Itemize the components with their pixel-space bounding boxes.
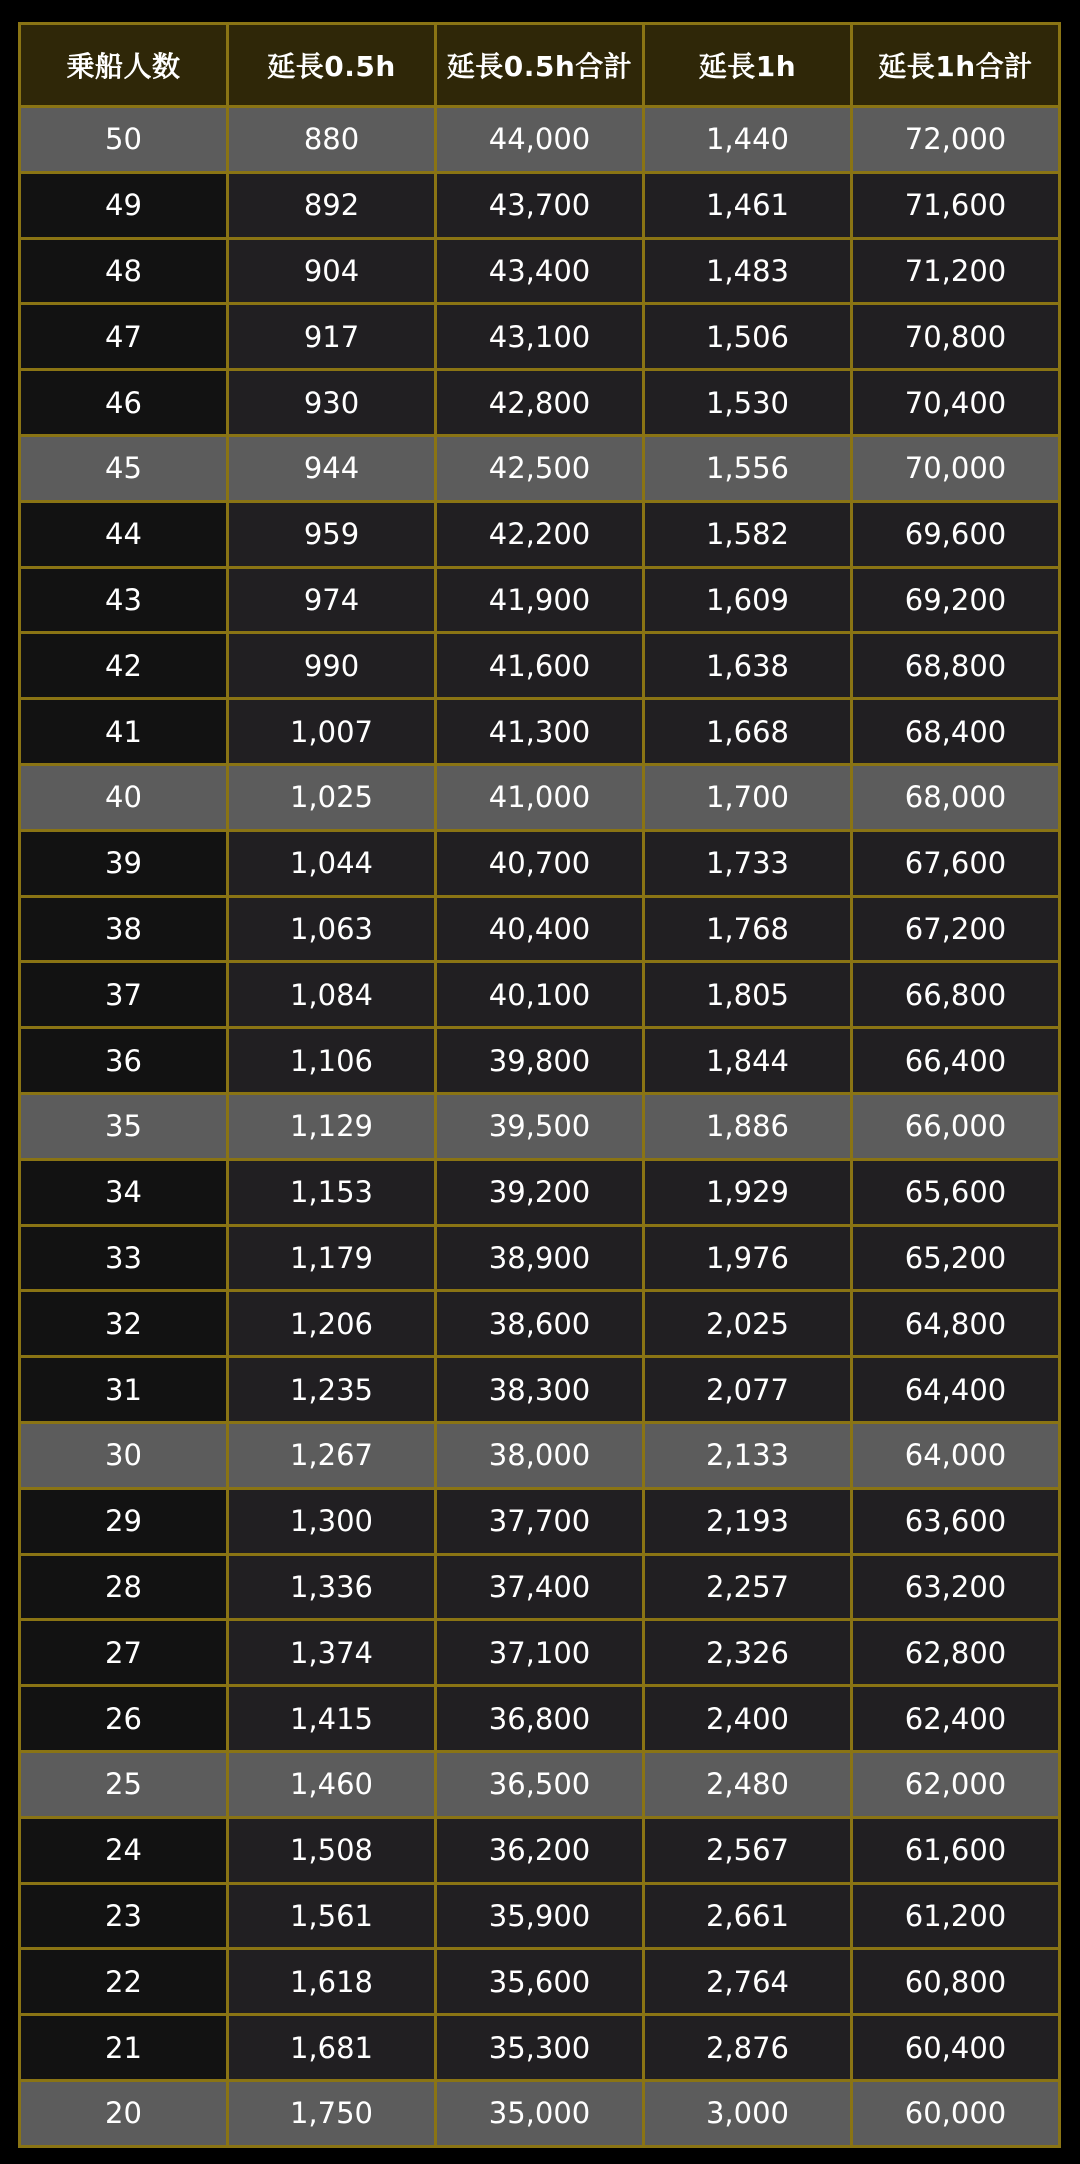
table-row xyxy=(20,435,1060,501)
cell-extension-half-hour-total: 39,800 xyxy=(436,1028,644,1094)
cell-extension-one-hour-total: 68,400 xyxy=(852,699,1060,765)
table-row xyxy=(20,830,1060,896)
cell-extension-one-hour-total: 70,800 xyxy=(852,304,1060,370)
cell-extension-half-hour-total: 37,700 xyxy=(436,1488,644,1554)
price-table-container xyxy=(18,22,1061,2148)
cell-extension-one-hour-total: 68,800 xyxy=(852,633,1060,699)
cell-passengers: 48 xyxy=(20,238,228,304)
cell-passengers: 34 xyxy=(20,1159,228,1225)
cell-extension-half-hour-total: 35,900 xyxy=(436,1883,644,1949)
cell-extension-one-hour-total: 68,000 xyxy=(852,764,1060,830)
cell-extension-one-hour: 1,440 xyxy=(644,107,852,173)
cell-passengers: 33 xyxy=(20,1225,228,1291)
cell-extension-one-hour-total: 61,600 xyxy=(852,1817,1060,1883)
cell-extension-half-hour-total: 38,300 xyxy=(436,1357,644,1423)
cell-extension-one-hour: 1,733 xyxy=(644,830,852,896)
cell-extension-half-hour: 1,618 xyxy=(228,1949,436,2015)
cell-passengers: 22 xyxy=(20,1949,228,2015)
cell-extension-half-hour: 1,044 xyxy=(228,830,436,896)
table-row xyxy=(20,1225,1060,1291)
cell-extension-one-hour: 1,768 xyxy=(644,896,852,962)
header-row xyxy=(20,24,1060,107)
cell-extension-one-hour-total: 71,200 xyxy=(852,238,1060,304)
extension-price-table xyxy=(18,22,1061,2148)
cell-extension-one-hour: 1,886 xyxy=(644,1093,852,1159)
table-row xyxy=(20,1751,1060,1817)
cell-passengers: 40 xyxy=(20,764,228,830)
cell-extension-one-hour-total: 72,000 xyxy=(852,107,1060,173)
cell-extension-half-hour: 944 xyxy=(228,435,436,501)
cell-extension-half-hour: 1,084 xyxy=(228,962,436,1028)
header-passengers: 乗船人数 xyxy=(20,24,228,107)
cell-extension-half-hour: 1,561 xyxy=(228,1883,436,1949)
cell-extension-one-hour-total: 60,400 xyxy=(852,2015,1060,2081)
cell-passengers: 41 xyxy=(20,699,228,765)
table-row xyxy=(20,1620,1060,1686)
cell-passengers: 20 xyxy=(20,2080,228,2146)
cell-extension-one-hour-total: 66,800 xyxy=(852,962,1060,1028)
cell-extension-half-hour-total: 35,000 xyxy=(436,2080,644,2146)
cell-extension-half-hour-total: 39,500 xyxy=(436,1093,644,1159)
cell-extension-one-hour: 1,700 xyxy=(644,764,852,830)
cell-extension-one-hour-total: 70,000 xyxy=(852,435,1060,501)
table-row xyxy=(20,1028,1060,1094)
cell-extension-half-hour: 1,129 xyxy=(228,1093,436,1159)
cell-extension-one-hour-total: 69,200 xyxy=(852,567,1060,633)
cell-extension-half-hour-total: 37,400 xyxy=(436,1554,644,1620)
cell-extension-half-hour: 1,106 xyxy=(228,1028,436,1094)
table-row xyxy=(20,304,1060,370)
cell-extension-one-hour-total: 66,400 xyxy=(852,1028,1060,1094)
table-row xyxy=(20,1883,1060,1949)
cell-passengers: 29 xyxy=(20,1488,228,1554)
cell-extension-half-hour-total: 41,600 xyxy=(436,633,644,699)
cell-passengers: 21 xyxy=(20,2015,228,2081)
cell-extension-one-hour: 2,876 xyxy=(644,2015,852,2081)
cell-extension-one-hour-total: 65,200 xyxy=(852,1225,1060,1291)
cell-extension-half-hour: 892 xyxy=(228,172,436,238)
cell-extension-half-hour-total: 42,200 xyxy=(436,501,644,567)
cell-extension-one-hour: 3,000 xyxy=(644,2080,852,2146)
cell-extension-half-hour: 1,267 xyxy=(228,1422,436,1488)
cell-extension-one-hour: 2,193 xyxy=(644,1488,852,1554)
table-row xyxy=(20,1686,1060,1752)
cell-passengers: 43 xyxy=(20,567,228,633)
cell-extension-half-hour: 1,508 xyxy=(228,1817,436,1883)
cell-extension-half-hour: 1,206 xyxy=(228,1291,436,1357)
table-row xyxy=(20,2080,1060,2146)
cell-extension-half-hour-total: 37,100 xyxy=(436,1620,644,1686)
cell-passengers: 31 xyxy=(20,1357,228,1423)
table-row xyxy=(20,172,1060,238)
table-row xyxy=(20,501,1060,567)
cell-extension-one-hour: 2,400 xyxy=(644,1686,852,1752)
cell-passengers: 36 xyxy=(20,1028,228,1094)
table-row xyxy=(20,1093,1060,1159)
cell-extension-one-hour: 2,661 xyxy=(644,1883,852,1949)
cell-extension-half-hour: 1,336 xyxy=(228,1554,436,1620)
cell-extension-half-hour: 1,374 xyxy=(228,1620,436,1686)
cell-extension-one-hour: 2,133 xyxy=(644,1422,852,1488)
cell-extension-one-hour: 1,483 xyxy=(644,238,852,304)
cell-extension-half-hour-total: 36,200 xyxy=(436,1817,644,1883)
table-row xyxy=(20,2015,1060,2081)
cell-extension-one-hour: 1,506 xyxy=(644,304,852,370)
cell-passengers: 38 xyxy=(20,896,228,962)
cell-passengers: 27 xyxy=(20,1620,228,1686)
cell-extension-one-hour: 2,480 xyxy=(644,1751,852,1817)
cell-extension-one-hour-total: 62,000 xyxy=(852,1751,1060,1817)
cell-passengers: 47 xyxy=(20,304,228,370)
cell-passengers: 42 xyxy=(20,633,228,699)
cell-extension-one-hour: 1,582 xyxy=(644,501,852,567)
cell-extension-one-hour: 1,976 xyxy=(644,1225,852,1291)
cell-extension-half-hour-total: 36,500 xyxy=(436,1751,644,1817)
cell-extension-half-hour: 959 xyxy=(228,501,436,567)
cell-extension-half-hour-total: 38,600 xyxy=(436,1291,644,1357)
table-row xyxy=(20,962,1060,1028)
cell-passengers: 25 xyxy=(20,1751,228,1817)
table-row xyxy=(20,1488,1060,1554)
cell-extension-half-hour-total: 41,000 xyxy=(436,764,644,830)
cell-extension-half-hour: 1,750 xyxy=(228,2080,436,2146)
cell-extension-one-hour: 1,638 xyxy=(644,633,852,699)
cell-extension-half-hour-total: 35,600 xyxy=(436,1949,644,2015)
cell-passengers: 24 xyxy=(20,1817,228,1883)
cell-extension-half-hour-total: 44,000 xyxy=(436,107,644,173)
table-row xyxy=(20,633,1060,699)
table-row xyxy=(20,1291,1060,1357)
cell-passengers: 46 xyxy=(20,370,228,436)
cell-extension-one-hour-total: 60,800 xyxy=(852,1949,1060,2015)
cell-passengers: 39 xyxy=(20,830,228,896)
cell-extension-half-hour-total: 41,300 xyxy=(436,699,644,765)
cell-extension-half-hour: 917 xyxy=(228,304,436,370)
table-row xyxy=(20,896,1060,962)
cell-extension-half-hour: 1,235 xyxy=(228,1357,436,1423)
cell-extension-one-hour-total: 62,400 xyxy=(852,1686,1060,1752)
cell-extension-half-hour-total: 43,700 xyxy=(436,172,644,238)
table-row xyxy=(20,1422,1060,1488)
cell-extension-one-hour-total: 63,200 xyxy=(852,1554,1060,1620)
cell-extension-half-hour-total: 43,100 xyxy=(436,304,644,370)
cell-passengers: 26 xyxy=(20,1686,228,1752)
cell-extension-half-hour: 1,460 xyxy=(228,1751,436,1817)
cell-passengers: 50 xyxy=(20,107,228,173)
table-row xyxy=(20,1554,1060,1620)
cell-extension-half-hour: 930 xyxy=(228,370,436,436)
table-row xyxy=(20,107,1060,173)
cell-extension-one-hour: 1,461 xyxy=(644,172,852,238)
cell-extension-one-hour: 1,844 xyxy=(644,1028,852,1094)
cell-extension-half-hour-total: 39,200 xyxy=(436,1159,644,1225)
cell-extension-one-hour: 2,764 xyxy=(644,1949,852,2015)
table-row xyxy=(20,1159,1060,1225)
cell-extension-half-hour: 1,179 xyxy=(228,1225,436,1291)
cell-passengers: 35 xyxy=(20,1093,228,1159)
cell-passengers: 45 xyxy=(20,435,228,501)
cell-passengers: 28 xyxy=(20,1554,228,1620)
cell-passengers: 23 xyxy=(20,1883,228,1949)
cell-extension-one-hour-total: 65,600 xyxy=(852,1159,1060,1225)
cell-extension-one-hour-total: 61,200 xyxy=(852,1883,1060,1949)
cell-extension-half-hour-total: 43,400 xyxy=(436,238,644,304)
cell-extension-one-hour-total: 67,600 xyxy=(852,830,1060,896)
table-row xyxy=(20,764,1060,830)
cell-extension-one-hour: 1,609 xyxy=(644,567,852,633)
cell-extension-one-hour-total: 60,000 xyxy=(852,2080,1060,2146)
header-extension-one-hour: 延長1h xyxy=(644,24,852,107)
cell-extension-one-hour: 1,556 xyxy=(644,435,852,501)
cell-extension-half-hour: 1,153 xyxy=(228,1159,436,1225)
cell-extension-half-hour-total: 35,300 xyxy=(436,2015,644,2081)
cell-passengers: 32 xyxy=(20,1291,228,1357)
cell-extension-half-hour: 1,025 xyxy=(228,764,436,830)
cell-extension-one-hour-total: 69,600 xyxy=(852,501,1060,567)
cell-extension-one-hour: 1,530 xyxy=(644,370,852,436)
cell-passengers: 30 xyxy=(20,1422,228,1488)
cell-extension-half-hour-total: 38,000 xyxy=(436,1422,644,1488)
cell-extension-half-hour: 1,063 xyxy=(228,896,436,962)
cell-extension-one-hour-total: 64,000 xyxy=(852,1422,1060,1488)
table-body xyxy=(20,107,1060,2147)
cell-extension-one-hour-total: 67,200 xyxy=(852,896,1060,962)
cell-extension-half-hour-total: 40,100 xyxy=(436,962,644,1028)
header-extension-half-hour-total: 延長0.5h合計 xyxy=(436,24,644,107)
cell-extension-half-hour: 1,300 xyxy=(228,1488,436,1554)
cell-extension-one-hour-total: 70,400 xyxy=(852,370,1060,436)
cell-passengers: 44 xyxy=(20,501,228,567)
table-row xyxy=(20,699,1060,765)
header-extension-one-hour-total: 延長1h合計 xyxy=(852,24,1060,107)
cell-extension-one-hour: 2,257 xyxy=(644,1554,852,1620)
cell-extension-half-hour: 880 xyxy=(228,107,436,173)
cell-extension-half-hour-total: 42,500 xyxy=(436,435,644,501)
cell-passengers: 49 xyxy=(20,172,228,238)
table-row xyxy=(20,1949,1060,2015)
cell-extension-one-hour: 2,025 xyxy=(644,1291,852,1357)
table-row xyxy=(20,567,1060,633)
cell-extension-one-hour: 1,929 xyxy=(644,1159,852,1225)
cell-extension-half-hour-total: 40,400 xyxy=(436,896,644,962)
header-extension-half-hour: 延長0.5h xyxy=(228,24,436,107)
cell-extension-one-hour: 1,668 xyxy=(644,699,852,765)
table-row xyxy=(20,1357,1060,1423)
cell-extension-one-hour-total: 62,800 xyxy=(852,1620,1060,1686)
cell-extension-one-hour: 1,805 xyxy=(644,962,852,1028)
cell-extension-one-hour: 2,077 xyxy=(644,1357,852,1423)
cell-extension-half-hour: 990 xyxy=(228,633,436,699)
cell-extension-half-hour: 1,415 xyxy=(228,1686,436,1752)
cell-extension-one-hour: 2,567 xyxy=(644,1817,852,1883)
cell-passengers: 37 xyxy=(20,962,228,1028)
cell-extension-half-hour-total: 41,900 xyxy=(436,567,644,633)
cell-extension-half-hour-total: 38,900 xyxy=(436,1225,644,1291)
cell-extension-one-hour-total: 64,400 xyxy=(852,1357,1060,1423)
cell-extension-one-hour-total: 63,600 xyxy=(852,1488,1060,1554)
cell-extension-one-hour-total: 64,800 xyxy=(852,1291,1060,1357)
table-header xyxy=(20,24,1060,107)
cell-extension-half-hour-total: 42,800 xyxy=(436,370,644,436)
cell-extension-half-hour-total: 40,700 xyxy=(436,830,644,896)
table-row xyxy=(20,370,1060,436)
cell-extension-half-hour: 974 xyxy=(228,567,436,633)
table-row xyxy=(20,1817,1060,1883)
cell-extension-half-hour-total: 36,800 xyxy=(436,1686,644,1752)
cell-extension-half-hour: 1,007 xyxy=(228,699,436,765)
cell-extension-one-hour: 2,326 xyxy=(644,1620,852,1686)
cell-extension-one-hour-total: 66,000 xyxy=(852,1093,1060,1159)
table-row xyxy=(20,238,1060,304)
cell-extension-one-hour-total: 71,600 xyxy=(852,172,1060,238)
cell-extension-half-hour: 904 xyxy=(228,238,436,304)
cell-extension-half-hour: 1,681 xyxy=(228,2015,436,2081)
